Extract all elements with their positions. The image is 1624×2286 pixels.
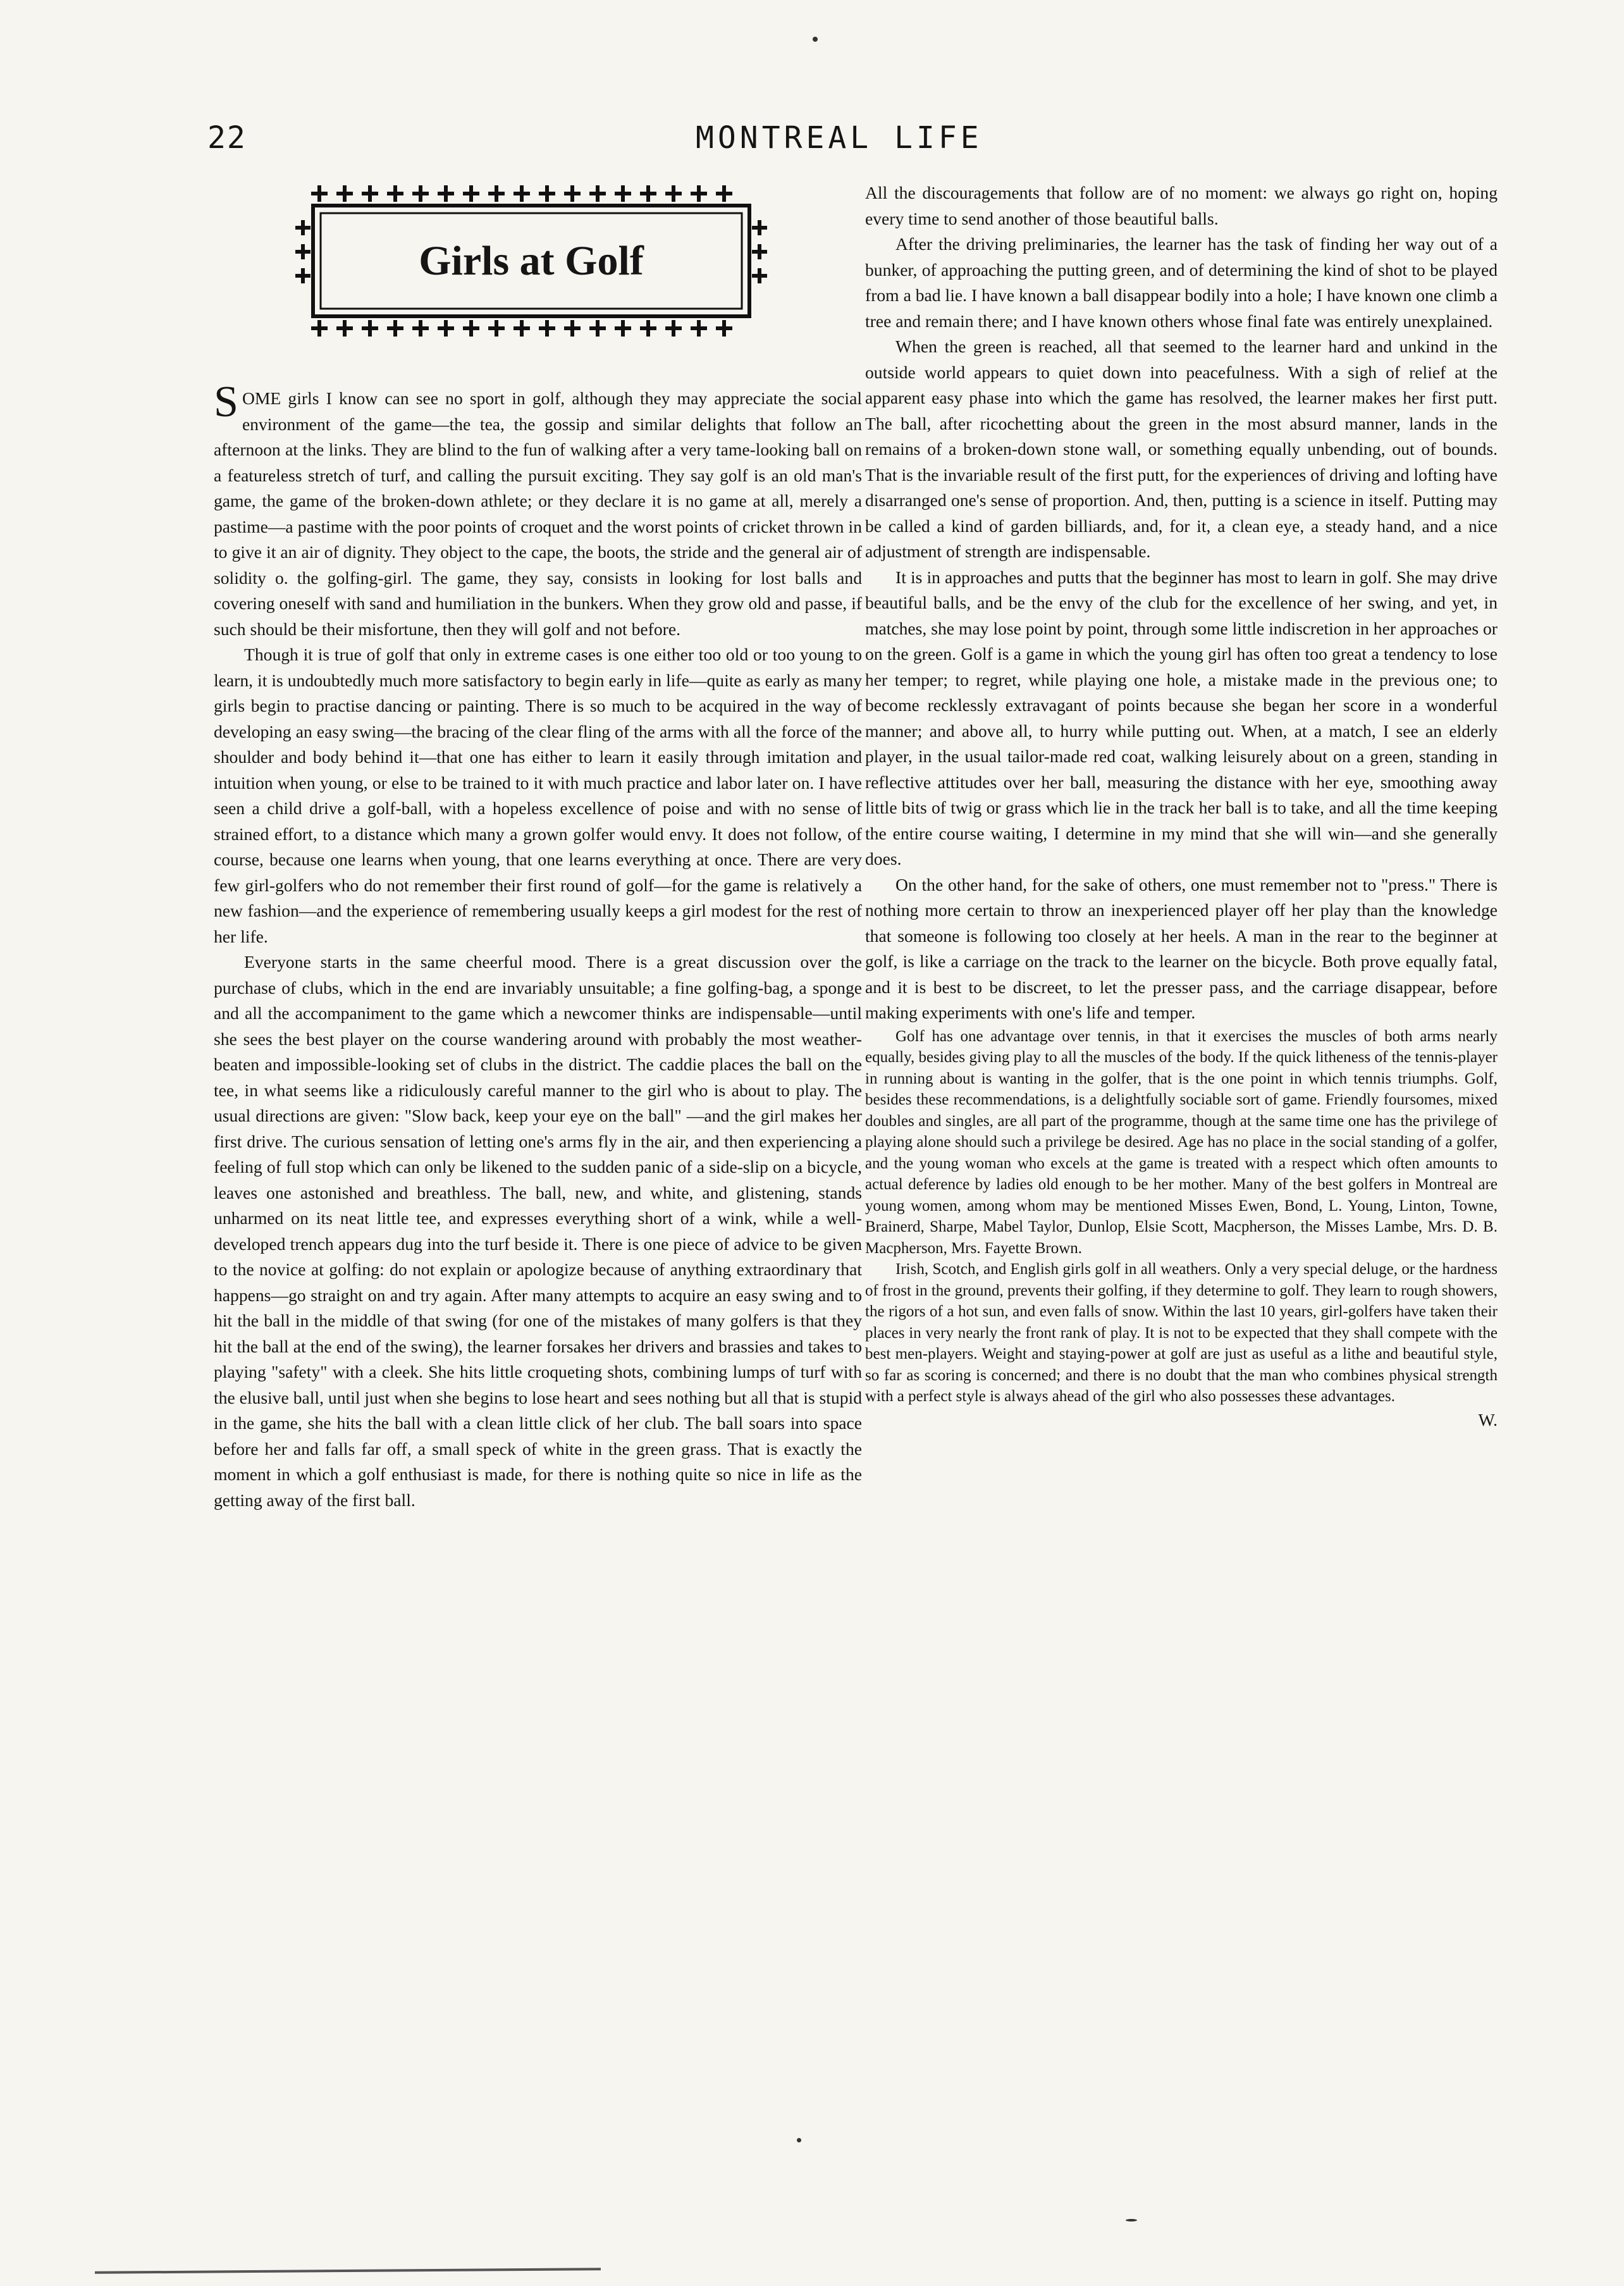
scan-speck <box>813 37 818 42</box>
scan-edge-line <box>95 2268 601 2274</box>
paragraph-6: When the green is reached, all that seemed to the learner hard and unkind in the outside world appears to quiet down into peacefulness. With a sigh of relief at the apparent easy phase into which the game has resolved, the learner makes her first putt. The ball, after ricochetting about the green in the most absurd manner, lands in the remains of a broken-down stone wall, or something equally unbending, out of bounds. That is the invariable result of the first putt, for the experiences of driving and lofting have disarranged one's sense of proportion. And, then, putting is a science in itself. Putting may be called a kind of garden billiards, and, for it, a clean eye, a steady hand, and a nice adjustment of strength are indispensable. <box>865 337 1498 561</box>
paragraph-1: SOME girls I know can see no sport in golf, although they may appreciate the social environment of the game—the tea, the gossip and similar delights that follow an afternoon at the links. They are blind to the fun of walking after a very tame-looking ball on a featureless stretch of turf, and calling the pursuit exciting. They say golf is an old man's game, the game of the broken-down athlete; or they declare it is no game at all, merely a pastime—a pastime with the poor points of croquet and the worst points of cricket thrown in to give it an air of dignity. They object to the cape, the boots, the stride and the general air of solidity o. the golfing-girl. The game, they say, consists in looking for lost balls and covering oneself with sand and humiliation in the bunkers. When they grow old and passe, if such should be their misfortune, then they will golf and not before. <box>214 378 862 639</box>
paragraph-2: Though it is true of golf that only in extreme cases is one either too old or too young to learn, it is undoubtedly much more satisfactory to begin early in life—quite as early as many girls begin to practise dancing or painting. There is so much to be acquired in the way of developing an easy swing—the bracing of the clear fling of the arms with all the force of the shoulder and body behind it—that one has either to learn it easily through imitation and intuition when young, or else to be trained to it with much practice and labor later on. I have seen a child drive a golf-ball, with a hopeless excellence of poise and with no sense of strained effort, to a distance which many a grown golfer would envy. It does not follow, of course, because one learns when young, that one learns everything at once. There are very few girl-golfers who do not remember their first round of golf—for the game is relatively a new fashion—and the experience of remembering usually keeps a girl modest for the rest of her life. <box>214 645 862 946</box>
paragraph-10: Irish, Scotch, and English girls golf in all weathers. Only a very special deluge, or the hardness of frost in the ground, prevents their golfing, if they determine to golf. They learn to rough showers, the rigors of a hot sun, and even falls of snow. Within the last 10 years, girl-golfers have taken their places in very nearly the front rank of play. It is not to be expected that they shall compete with the best men-players. Weight and staying-power at golf are just as useful as a lithe and beautiful style, so far as scoring is concerned; and there is no doubt that the man who combines physical strength with a perfect style is always ahead of the girl who also possesses these advantages. <box>865 1261 1498 1405</box>
author-signature: W. <box>1478 1409 1498 1430</box>
paragraph-4: All the discouragements that follow are of no moment: we always go right on, hoping every time to send another of those beautiful balls. <box>865 183 1498 228</box>
scan-speck <box>1126 2219 1137 2221</box>
paragraph-7: It is in approaches and putts that the beginner has most to learn in golf. She may drive beautiful balls, and be the envy of the club for the excellence of her swing, and yet, in matches, she may lose point by point, through some little indiscretion in her approaches or on the green. Golf is a game in which the young girl has often too great a tendency to lose her temper; to regret, while playing one hole, a mistake made in the previous one; to become recklessly extravagant of points because she began her score in a wonderful manner; and above all, to hurry while putting out. When, at a match, I see an elderly player, in the usual tailor-made red coat, walking leisurely about on a green, standing in reflective attitudes over her ball, measuring the distance with her eye, smoothing away little bits of twig or grass which lie in the track her ball is to take, and all the time keeping the entire course waiting, I determine in my mind that she will win—and she generally does. <box>865 567 1498 868</box>
page-number: 22 <box>207 120 247 156</box>
paragraph-3: Everyone starts in the same cheerful mood. There is a great discussion over the purchase of clubs, which in the end are invariably unsuitable; a fine golfing-bag, a sponge and all the accompaniment to the game which a newcomer thinks are indispensable—until she sees the best player on the course wandering around with probably the most weather-beaten and impossible-looking set of clubs in the district. The caddie places the ball on the tee, in what seems like a ridiculously careful manner to the girl who is about to play. The usual directions are given: "Slow back, keep your eye on the ball" —and the girl makes her first drive. The curious sensation of letting one's arms fly in the air, and then experiencing a feeling of full stop which can only be likened to the sudden panic of a side-slip on a bicycle, leaves one astonished and breathless. The ball, new, and white, and glistening, stands unharmed on its neat little tee, and expresses everything short of a wink, while a well-developed trench appears dug into the turf beside it. There is one piece of advice to be given to the novice at golfing: do not explain or apologize because of anything extraordinary that happens—go straight on and try again. After many attempts to acquire an easy swing and to hit the ball in the middle of that swing (for one of the mistakes of many golfers is that they hit the ball at the end of the swing), the learner forsakes her drivers and brassies and takes to playing "safety" with a cleek. She hits little croqueting shots, combining lumps of turf with the elusive ball, until just when she begins to lose heart and sees nothing but all that is stupid in the game, she hits the ball with a clean little click of her club. The ball soars into space before her and falls far off, a small speck of white in the green grass. That is exactly the moment in which a golf enthusiast is made, for there is nothing quite so nice in life as the getting away of the first ball. <box>214 952 862 1510</box>
drop-cap: S <box>214 378 238 426</box>
paragraph-5: After the driving preliminaries, the learner has the task of finding her way out of a bunker, of approaching the putting green, and of determining the kind of shot to be played from a bad lie. I have known a ball disappear bodily into a hole; I have known one climb a tree and remain there; and I have known others whose final fate was entirely unexplained. <box>865 234 1498 331</box>
article-title: Girls at Golf <box>419 237 644 284</box>
paragraph-8: On the other hand, for the sake of others, one must remember not to "press." There is nothing more certain to throw an inexperienced player off her play than the knowledge that someone is following too closely at her heels. A man in the rear to the beginner at golf, is like a carriage on the track to the learner on the bicycle. Both prove equally fatal, and it is best to be discreet, to let the presser pass, and the carriage disappear, before making experiments with one's life and temper. <box>865 874 1498 1022</box>
scan-speck <box>797 2138 801 2142</box>
text-column-left <box>214 378 862 1513</box>
paragraph-9: Golf has one advantage over tennis, in that it exercises the muscles of both arms nearly equally, besides giving play to all the muscles of the body. If the quick litheness of the tennis-player in running about is wanting in the golfer, that is the one point in which tennis triumphs. Golf, besides these recommendations, is a delightfully sociable sort of game. Friendly foursomes, mixed doubles and singles, are all part of the programme, though at the same time one has the privilege of playing alone should such a privilege be desired. Age has no place in the social standing of a golfer, and the young woman who excels at the game is treated with a respect which often amounts to actual deference by ladies old enough to be her mother. Many of the best golfers in Montreal are young women, among whom may be mentioned Misses Ewen, Bond, L. Young, Linton, Towne, Brainerd, Sharpe, Mabel Taylor, Dunlop, Elsie Scott, Macpherson, the Misses Lambe, Mrs. D. B. Macpherson, Mrs. Fayette Brown. <box>865 1027 1498 1257</box>
text-column-right <box>865 180 1498 1433</box>
title-ornament-frame <box>294 183 768 338</box>
running-head: MONTREAL LIFE <box>696 120 983 156</box>
